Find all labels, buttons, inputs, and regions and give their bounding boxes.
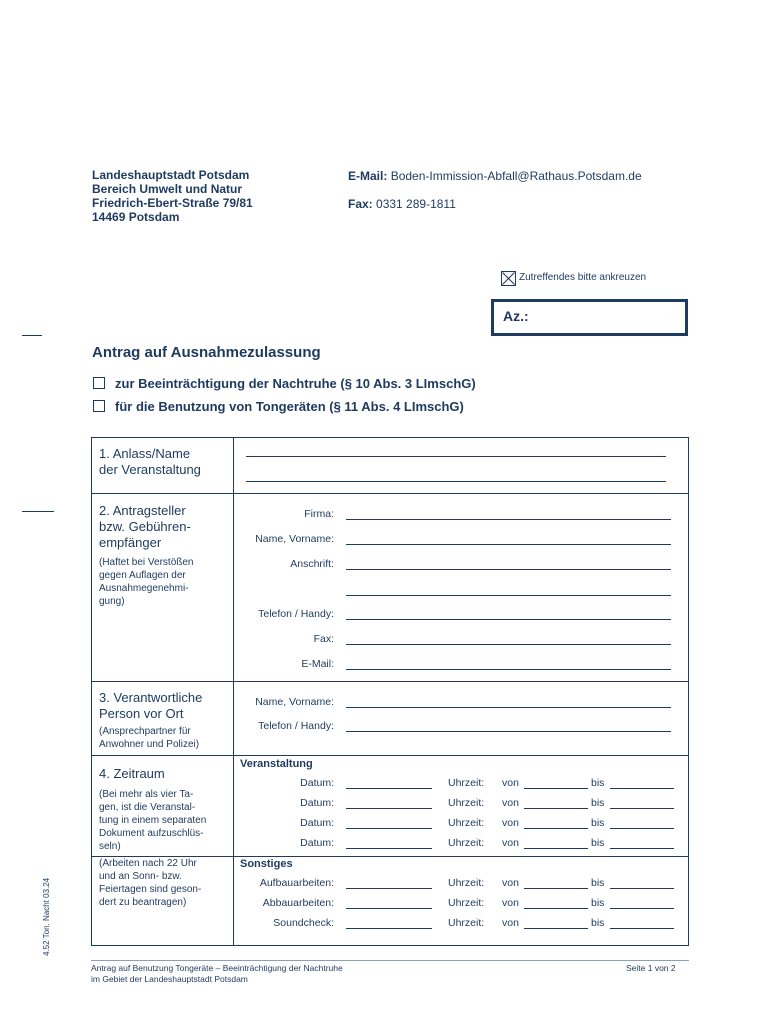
von-label: von [502, 837, 519, 849]
note-line: gegen Auflagen der [99, 570, 186, 581]
section1-title [99, 446, 201, 478]
datum-label: Datum: [300, 797, 334, 809]
email-input[interactable] [346, 669, 671, 670]
bis-input[interactable] [610, 908, 674, 909]
note-line: Feiertagen sind geson- [99, 884, 202, 895]
uhrzeit-label: Uhrzeit: [448, 777, 485, 789]
column-divider [233, 437, 234, 946]
anschrift-input-1[interactable] [346, 569, 671, 570]
az-label: Az.: [503, 308, 529, 324]
section2-title-line: bzw. Gebühren- [99, 519, 191, 534]
form-title: Antrag auf Ausnahmezulassung [92, 344, 321, 361]
date-input[interactable] [346, 928, 432, 929]
telefon-input[interactable] [346, 619, 671, 620]
sonstiges-row-label: Abbauarbeiten: [262, 897, 334, 909]
note-line: Ausnahmegenehmi- [99, 583, 189, 594]
email-contact [348, 169, 642, 183]
option-label-nachtruhe: zur Beeinträchtigung der Nachtruhe (§ 10 Abs. 3 LImschG) [115, 376, 476, 391]
checked-box-icon [501, 271, 516, 286]
note-line: und an Sonn- bzw. [99, 871, 182, 882]
name-label: Name, Vorname: [255, 533, 334, 545]
verantwortlich-name-input[interactable] [346, 707, 671, 708]
uhrzeit-label: Uhrzeit: [448, 837, 485, 849]
von-input[interactable] [524, 888, 588, 889]
note-line: gen, ist die Veranstal- [99, 802, 196, 813]
bis-input[interactable] [610, 808, 674, 809]
von-input[interactable] [524, 788, 588, 789]
section1-title-line: der Veranstaltung [99, 462, 201, 477]
firma-label: Firma: [304, 508, 334, 520]
fax-input[interactable] [346, 644, 671, 645]
note-line: Dokument aufzuschlüs- [99, 828, 204, 839]
bis-input[interactable] [610, 928, 674, 929]
note-line: dert zu beantragen) [99, 897, 187, 908]
date-input[interactable] [346, 908, 432, 909]
date-input[interactable] [346, 888, 432, 889]
fax-field-label: Fax: [313, 633, 334, 645]
section2-title [99, 503, 191, 551]
verantwortlich-telefon-input[interactable] [346, 731, 671, 732]
note-line: seln) [99, 841, 121, 852]
footer-line: Antrag auf Benutzung Tongeräte – Beeinträchtigung der Nachtruhe [91, 963, 343, 973]
uhrzeit-label: Uhrzeit: [448, 797, 485, 809]
section2-note [99, 556, 194, 608]
date-input[interactable] [346, 808, 432, 809]
datum-label: Datum: [300, 837, 334, 849]
uhrzeit-label: Uhrzeit: [448, 877, 485, 889]
von-label: von [502, 877, 519, 889]
note-line: Anwohner und Polizei) [99, 739, 200, 750]
section3-note [99, 725, 199, 751]
sender-address [92, 168, 253, 224]
az-field[interactable] [491, 299, 688, 336]
note-line: (Arbeiten nach 22 Uhr [99, 858, 197, 869]
von-input[interactable] [524, 928, 588, 929]
sonstiges-row-label: Soundcheck: [273, 917, 334, 929]
option-checkbox-tongeraete[interactable] [93, 400, 105, 412]
note-line: gung) [99, 596, 125, 607]
datum-label: Datum: [300, 777, 334, 789]
section2-title-line: 2. Antragsteller [99, 503, 186, 518]
note-line: (Bei mehr als vier Ta- [99, 789, 194, 800]
date-input[interactable] [346, 788, 432, 789]
page-number: Seite 1 von 2 [626, 963, 676, 973]
telefon-label: Telefon / Handy: [258, 608, 334, 620]
address-line: Bereich Umwelt und Natur [92, 182, 243, 196]
uhrzeit-label: Uhrzeit: [448, 897, 485, 909]
von-input[interactable] [524, 808, 588, 809]
uhrzeit-label: Uhrzeit: [448, 817, 485, 829]
option-label-tongeraete: für die Benutzung von Tongeräten (§ 11 Abs. 4 LImschG) [115, 399, 464, 414]
section1-title-line: 1. Anlass/Name [99, 446, 191, 461]
footer-text [91, 963, 343, 985]
anlass-line-1[interactable] [246, 456, 666, 457]
fax-label: Fax: [348, 197, 373, 211]
address-line: Friedrich-Ebert-Straße 79/81 [92, 196, 253, 210]
von-input[interactable] [524, 848, 588, 849]
datum-label: Datum: [300, 817, 334, 829]
bis-label: bis [591, 797, 605, 809]
bis-label: bis [591, 917, 605, 929]
bis-input[interactable] [610, 848, 674, 849]
anschrift-input-2[interactable] [346, 595, 671, 596]
section2-title-line: empfänger [99, 535, 162, 550]
veranstaltung-heading: Veranstaltung [240, 758, 313, 770]
date-input[interactable] [346, 828, 432, 829]
row-divider [91, 755, 689, 756]
von-label: von [502, 817, 519, 829]
sonstiges-row-label: Aufbauarbeiten: [259, 877, 334, 889]
section4-note1 [99, 788, 206, 853]
fold-mark [22, 335, 42, 336]
bis-label: bis [591, 897, 605, 909]
row-divider [91, 493, 689, 494]
anlass-line-2[interactable] [246, 481, 666, 482]
section3-title [99, 690, 202, 722]
fax-contact [348, 197, 456, 211]
verantwortlich-telefon-label: Telefon / Handy: [258, 720, 334, 732]
von-label: von [502, 917, 519, 929]
bis-label: bis [591, 777, 605, 789]
email-field-label: E-Mail: [301, 658, 334, 670]
address-line: Landeshauptstadt Potsdam [92, 168, 250, 182]
bis-input[interactable] [610, 788, 674, 789]
bis-label: bis [591, 837, 605, 849]
uhrzeit-label: Uhrzeit: [448, 917, 485, 929]
section3-title-line: 3. Verantwortliche [99, 690, 203, 705]
von-label: von [502, 797, 519, 809]
date-input[interactable] [346, 848, 432, 849]
email-value[interactable]: Boden-Immission-Abfall@Rathaus.Potsdam.de [390, 169, 642, 183]
firma-input[interactable] [346, 519, 671, 520]
address-line: 14469 Potsdam [92, 210, 180, 224]
note-line: tung in einem separaten [99, 815, 207, 826]
sonstiges-heading: Sonstiges [240, 858, 293, 870]
von-label: von [502, 777, 519, 789]
section3-title-line: Person vor Ort [99, 706, 184, 721]
fax-value: 0331 289-1811 [376, 197, 456, 211]
note-line: (Haftet bei Verstößen [99, 557, 194, 568]
email-label: E-Mail: [348, 169, 388, 183]
bis-label: bis [591, 817, 605, 829]
name-input[interactable] [346, 544, 671, 545]
subsection-divider [233, 856, 689, 857]
von-input[interactable] [524, 908, 588, 909]
section4-title: 4. Zeitraum [99, 766, 165, 781]
section4-note2 [99, 857, 201, 909]
anschrift-label: Anschrift: [290, 558, 334, 570]
note-line: (Ansprechpartner für [99, 726, 191, 737]
footer-rule [91, 960, 689, 961]
von-input[interactable] [524, 828, 588, 829]
bis-input[interactable] [610, 888, 674, 889]
option-checkbox-nachtruhe[interactable] [93, 377, 105, 389]
verantwortlich-name-label: Name, Vorname: [255, 696, 334, 708]
bis-label: bis [591, 877, 605, 889]
side-form-code: 4.52 Ton. Nacht 03.24 [42, 877, 51, 956]
footer-line: im Gebiet der Landeshauptstadt Potsdam [91, 974, 248, 984]
von-label: von [502, 897, 519, 909]
checkbox-hint: Zutreffendes bitte ankreuzen [519, 272, 647, 283]
row-divider [91, 681, 689, 682]
punch-mark [22, 511, 54, 512]
bis-input[interactable] [610, 828, 674, 829]
